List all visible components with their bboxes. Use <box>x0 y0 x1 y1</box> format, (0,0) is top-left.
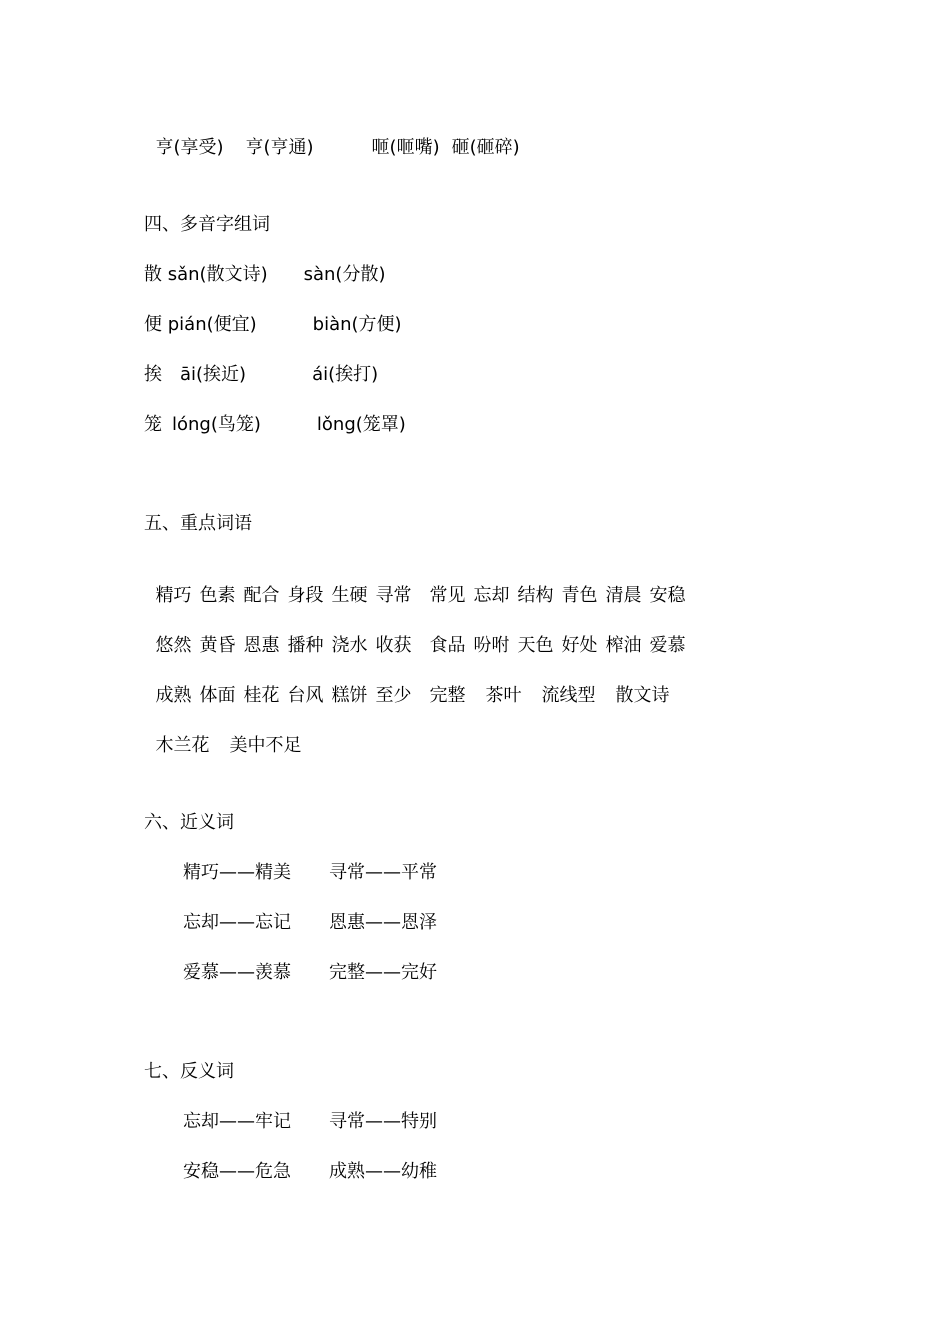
synonym-row <box>183 862 437 884</box>
key-word: 体面 <box>199 685 236 706</box>
key-words-row <box>144 663 677 707</box>
key-word: 青色 <box>561 585 598 606</box>
polyphonic-char: 散 <box>144 264 162 285</box>
polyphonic-reading-b: lǒng(笼罩) <box>316 414 406 435</box>
key-word: 收获 <box>375 635 412 656</box>
antonym-row <box>183 1111 437 1133</box>
key-word: 完整 <box>429 685 466 706</box>
key-word: 木兰花 <box>155 735 210 756</box>
key-word: 桂花 <box>243 685 280 706</box>
polyphonic-reading-a: lóng(鸟笼) <box>172 414 261 435</box>
key-word: 爱慕 <box>649 635 686 656</box>
key-word: 恩惠 <box>243 635 280 656</box>
key-word: 天色 <box>517 635 554 656</box>
key-word: 成熟 <box>155 685 192 706</box>
key-word: 悠然 <box>155 635 192 656</box>
key-word: 清晨 <box>605 585 642 606</box>
antonym-pair: 安稳——危急 <box>183 1161 291 1182</box>
key-word: 生硬 <box>331 585 368 606</box>
key-word: 食品 <box>429 635 466 656</box>
word-item: 咂(咂嘴) <box>371 137 440 158</box>
key-word: 播种 <box>287 635 324 656</box>
key-word: 寻常 <box>375 585 412 606</box>
key-word: 身段 <box>287 585 324 606</box>
antonym-pair: 忘却——牢记 <box>183 1111 291 1132</box>
synonym-pair: 爱慕——羡慕 <box>183 962 291 983</box>
key-word: 黄昏 <box>199 635 236 656</box>
key-word: 浇水 <box>331 635 368 656</box>
polyphonic-char: 挨 <box>144 364 162 385</box>
key-word: 常见 <box>429 585 466 606</box>
homophone-line <box>144 115 520 159</box>
key-words-row <box>144 613 693 657</box>
polyphonic-reading-a: pián(便宜) <box>167 314 257 335</box>
synonym-pair: 精巧——精美 <box>183 862 291 883</box>
key-word: 精巧 <box>155 585 192 606</box>
section-heading-key-words: 五、重点词语 <box>144 513 252 534</box>
word-item: 亨(享受) <box>155 137 224 158</box>
antonym-pair: 寻常——特别 <box>329 1111 437 1132</box>
polyphonic-reading-b: sàn(分散) <box>303 264 386 285</box>
polyphonic-row <box>144 314 402 336</box>
key-words-row <box>144 713 309 757</box>
key-words-row <box>144 563 693 607</box>
polyphonic-row <box>144 364 378 386</box>
polyphonic-reading-b: biàn(方便) <box>312 314 402 335</box>
key-word: 配合 <box>243 585 280 606</box>
polyphonic-row <box>144 414 406 436</box>
key-word: 吩咐 <box>473 635 510 656</box>
synonym-pair: 完整——完好 <box>329 962 437 983</box>
key-word: 茶叶 <box>485 685 522 706</box>
key-word: 结构 <box>517 585 554 606</box>
synonym-pair: 忘却——忘记 <box>183 912 291 933</box>
synonym-row <box>183 962 437 984</box>
key-word: 榨油 <box>605 635 642 656</box>
key-word: 好处 <box>561 635 598 656</box>
section-heading-synonyms: 六、近义词 <box>144 812 234 833</box>
section-heading-polyphonic: 四、多音字组词 <box>144 214 270 235</box>
synonym-pair: 寻常——平常 <box>329 862 437 883</box>
polyphonic-char: 笼 <box>144 414 162 435</box>
antonym-row <box>183 1161 437 1183</box>
key-word: 色素 <box>199 585 236 606</box>
polyphonic-char: 便 <box>144 314 162 335</box>
antonym-pair: 成熟——幼稚 <box>329 1161 437 1182</box>
polyphonic-reading-a: āi(挨近) <box>180 364 247 385</box>
key-word: 流线型 <box>541 685 596 706</box>
key-word: 散文诗 <box>615 685 670 706</box>
key-word: 安稳 <box>649 585 686 606</box>
polyphonic-reading-b: ái(挨打) <box>312 364 379 385</box>
synonym-row <box>183 912 437 934</box>
key-word: 美中不足 <box>229 735 302 756</box>
polyphonic-reading-a: sǎn(散文诗) <box>167 264 268 285</box>
section-heading-antonyms: 七、反义词 <box>144 1061 234 1082</box>
key-word: 糕饼 <box>331 685 368 706</box>
word-item: 亨(亨通) <box>245 137 314 158</box>
key-word: 至少 <box>375 685 412 706</box>
key-word: 忘却 <box>473 585 510 606</box>
polyphonic-row <box>144 264 385 286</box>
key-word: 台风 <box>287 685 324 706</box>
word-item: 砸(砸碎) <box>451 137 520 158</box>
synonym-pair: 恩惠——恩泽 <box>329 912 437 933</box>
